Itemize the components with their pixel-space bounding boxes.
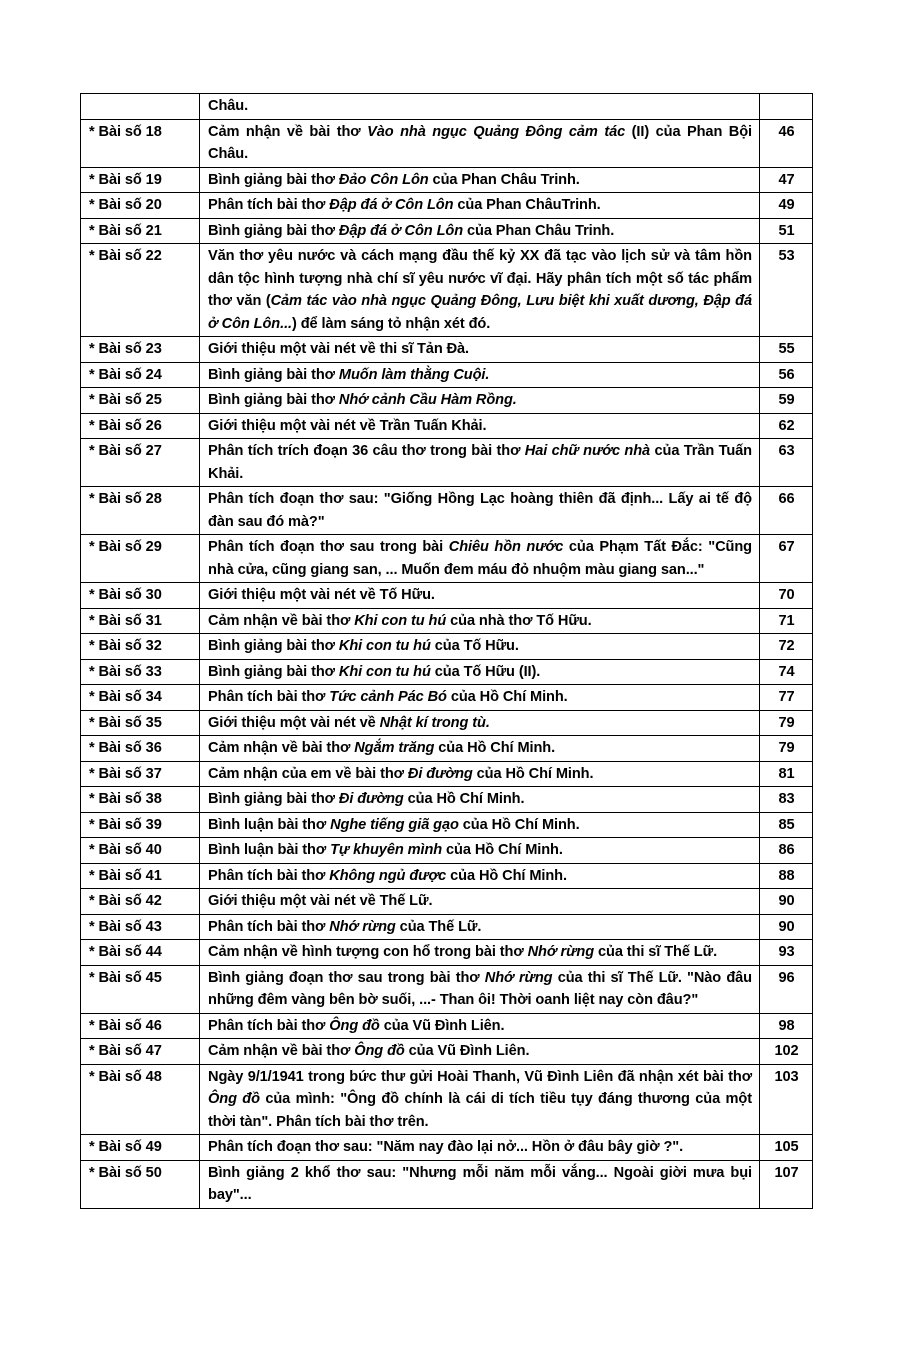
lesson-number: * Bài số 36 xyxy=(81,736,200,762)
toc-row xyxy=(81,608,813,634)
lesson-title xyxy=(200,244,760,337)
work-title: Vào nhà ngục Quảng Đông cảm tác xyxy=(367,123,626,140)
lesson-title xyxy=(200,1013,760,1039)
title-text: Bình luận bài thơ xyxy=(208,816,331,833)
page-number: 46 xyxy=(760,119,813,167)
lesson-number: * Bài số 20 xyxy=(81,193,200,219)
toc-row xyxy=(81,413,813,439)
lesson-number: * Bài số 25 xyxy=(81,388,200,414)
lesson-number: * Bài số 22 xyxy=(81,244,200,337)
toc-row xyxy=(81,736,813,762)
lesson-title xyxy=(200,413,760,439)
title-text: của Hồ Chí Minh. xyxy=(434,740,556,756)
lesson-number: * Bài số 35 xyxy=(81,710,200,736)
title-text: Bình giảng đoạn thơ sau trong bài thơ xyxy=(208,969,485,986)
title-text: của Hồ Chí Minh. xyxy=(442,842,563,858)
lesson-title xyxy=(200,388,760,414)
page-number: 83 xyxy=(760,787,813,813)
page-number: 51 xyxy=(760,218,813,244)
lesson-number: * Bài số 42 xyxy=(81,889,200,915)
title-text: của thi sĩ Thế Lữ. xyxy=(594,944,718,960)
lesson-title xyxy=(200,787,760,813)
toc-row xyxy=(81,634,813,660)
title-text: của Trần Tuấn Khải. xyxy=(208,443,752,482)
lesson-title xyxy=(200,94,760,120)
work-title: Nhớ rừng xyxy=(527,944,595,960)
title-text: Cảm nhận về bài thơ xyxy=(208,123,368,140)
title-text: Văn thơ yêu nước và cách mạng đầu thế kỷ XX đã tạc vào lịch sử và tâm hồn dân tộc hình tượng nhà chí sĩ yêu nước vĩ đại. Hãy phân tích một số tác phẩm thơ văn ( xyxy=(208,248,752,309)
lesson-number: * Bài số 37 xyxy=(81,761,200,787)
page-number: 86 xyxy=(760,838,813,864)
lesson-title xyxy=(200,940,760,966)
lesson-number: * Bài số 30 xyxy=(81,583,200,609)
work-title: Muốn làm thằng Cuội. xyxy=(338,366,490,383)
page-number: 85 xyxy=(760,812,813,838)
page-number: 81 xyxy=(760,761,813,787)
toc-row xyxy=(81,812,813,838)
title-text: Bình giảng 2 khổ thơ sau: "Nhưng mỗi năm mỗi vắng... Ngoài giời mưa bụi bay"... xyxy=(208,1164,752,1203)
lesson-title xyxy=(200,736,760,762)
title-text: Bình giảng bài thơ xyxy=(208,366,339,383)
lesson-number: * Bài số 38 xyxy=(81,787,200,813)
lesson-number: * Bài số 47 xyxy=(81,1039,200,1065)
toc-row xyxy=(81,787,813,813)
title-text: Phân tích trích đoạn 36 câu thơ trong bài thơ xyxy=(208,443,525,459)
toc-row xyxy=(81,940,813,966)
title-text: của Phạm Tất Đắc: "Cũng nhà cửa, cũng giang san, ... Muốn đem máu đỏ nhuộm màu giang san..." xyxy=(208,539,752,578)
lesson-number: * Bài số 40 xyxy=(81,838,200,864)
work-title: Tức cảnh Pác Bó xyxy=(329,689,447,705)
page-number: 88 xyxy=(760,863,813,889)
work-title: Không ngủ được xyxy=(329,867,447,884)
title-text: Bình luận bài thơ xyxy=(208,842,331,858)
page-number: 105 xyxy=(760,1135,813,1161)
lesson-title xyxy=(200,1039,760,1065)
work-title: Nhật kí trong tù. xyxy=(379,714,490,731)
lesson-number: * Bài số 48 xyxy=(81,1064,200,1135)
page-number: 62 xyxy=(760,413,813,439)
toc-row xyxy=(81,1135,813,1161)
lesson-title xyxy=(200,608,760,634)
title-text: Phân tích bài thơ xyxy=(208,689,330,705)
lesson-title xyxy=(200,439,760,487)
page-number: 71 xyxy=(760,608,813,634)
lesson-number: * Bài số 39 xyxy=(81,812,200,838)
toc-row xyxy=(81,1160,813,1208)
title-text: (II) của Phan Bội Châu. xyxy=(208,123,752,162)
lesson-number: * Bài số 19 xyxy=(81,167,200,193)
lesson-title xyxy=(200,218,760,244)
page-number: 70 xyxy=(760,583,813,609)
title-text: của Hồ Chí Minh. xyxy=(446,867,567,884)
lesson-title xyxy=(200,487,760,535)
lesson-number: * Bài số 24 xyxy=(81,362,200,388)
lesson-title xyxy=(200,362,760,388)
lesson-title xyxy=(200,812,760,838)
title-text: Cảm nhận về bài thơ xyxy=(208,1043,355,1059)
lesson-number xyxy=(81,94,200,120)
title-text: Phân tích bài thơ xyxy=(208,197,330,213)
lesson-number: * Bài số 18 xyxy=(81,119,200,167)
title-text: của Hồ Chí Minh. xyxy=(472,765,594,782)
page-number: 66 xyxy=(760,487,813,535)
lesson-title xyxy=(200,685,760,711)
lesson-number: * Bài số 26 xyxy=(81,413,200,439)
title-text: Cảm nhận về bài thơ xyxy=(208,740,355,756)
toc-row xyxy=(81,244,813,337)
lesson-number: * Bài số 45 xyxy=(81,965,200,1013)
title-text: của Phan Châu Trinh. xyxy=(428,171,580,188)
page-number: 55 xyxy=(760,337,813,363)
lesson-number: * Bài số 33 xyxy=(81,659,200,685)
page-number: 47 xyxy=(760,167,813,193)
lesson-number: * Bài số 31 xyxy=(81,608,200,634)
toc-row xyxy=(81,362,813,388)
toc-row xyxy=(81,193,813,219)
title-text: Ngày 9/1/1941 trong bức thư gửi Hoài Thanh, Vũ Đình Liên đã nhận xét bài thơ xyxy=(208,1068,752,1085)
work-title: Đi đường xyxy=(407,765,473,782)
toc-row xyxy=(81,863,813,889)
lesson-title xyxy=(200,914,760,940)
title-text: của Thế Lữ. xyxy=(395,918,482,935)
work-title: Đi đường xyxy=(338,791,404,807)
work-title: Khi con tu hú xyxy=(338,638,431,654)
page-number: 56 xyxy=(760,362,813,388)
lesson-number: * Bài số 29 xyxy=(81,535,200,583)
title-text: Phân tích bài thơ xyxy=(208,1017,330,1034)
page-number: 102 xyxy=(760,1039,813,1065)
lesson-number: * Bài số 32 xyxy=(81,634,200,660)
page-number: 103 xyxy=(760,1064,813,1135)
title-text: Giới thiệu một vài nét về Tố Hữu. xyxy=(208,587,435,603)
title-text: Bình giảng bài thơ xyxy=(208,663,339,680)
lesson-title xyxy=(200,965,760,1013)
title-text: Phân tích bài thơ xyxy=(208,867,330,884)
title-text: Bình giảng bài thơ xyxy=(208,791,339,807)
title-text: của Phan ChâuTrinh. xyxy=(453,197,601,213)
work-title: Nhớ rừng xyxy=(329,918,396,935)
page-number: 107 xyxy=(760,1160,813,1208)
lesson-title xyxy=(200,167,760,193)
work-title: Ông đồ xyxy=(329,1017,380,1034)
page-number: 79 xyxy=(760,710,813,736)
toc-row xyxy=(81,685,813,711)
work-title: Nghe tiếng giã gạo xyxy=(330,816,459,833)
page-number: 98 xyxy=(760,1013,813,1039)
lesson-title xyxy=(200,1135,760,1161)
lesson-title xyxy=(200,634,760,660)
lesson-number: * Bài số 28 xyxy=(81,487,200,535)
title-text: của Hồ Chí Minh. xyxy=(403,791,525,807)
page-number: 90 xyxy=(760,914,813,940)
toc-row xyxy=(81,167,813,193)
lesson-number: * Bài số 21 xyxy=(81,218,200,244)
lesson-number: * Bài số 50 xyxy=(81,1160,200,1208)
toc-row xyxy=(81,659,813,685)
toc-body xyxy=(81,94,813,1209)
title-text: của Vũ Đình Liên. xyxy=(404,1043,530,1059)
lesson-number: * Bài số 34 xyxy=(81,685,200,711)
toc-row xyxy=(81,1064,813,1135)
page-number: 67 xyxy=(760,535,813,583)
lesson-number: * Bài số 49 xyxy=(81,1135,200,1161)
title-text: Giới thiệu một vài nét về thi sĩ Tản Đà. xyxy=(208,341,470,357)
toc-row xyxy=(81,1039,813,1065)
page-number: 53 xyxy=(760,244,813,337)
title-text: Bình giảng bài thơ xyxy=(208,171,339,188)
page-number: 63 xyxy=(760,439,813,487)
title-text: ) để làm sáng tỏ nhận xét đó. xyxy=(291,315,491,332)
toc-row xyxy=(81,1013,813,1039)
work-title: Cảm tác vào nhà ngục Quảng Đông, Lưu biệt khi xuất dương, Đập đá ở Côn Lôn... xyxy=(208,293,752,332)
lesson-title xyxy=(200,761,760,787)
toc-row xyxy=(81,535,813,583)
toc-row xyxy=(81,583,813,609)
work-title: Ngắm trăng xyxy=(354,740,435,756)
title-text: Phân tích đoạn thơ sau: "Giống Hồng Lạc hoàng thiên đã định... Lấy ai tế độ đàn sau đó mà?" xyxy=(208,491,752,530)
title-text: Cảm nhận về hình tượng con hổ trong bài thơ xyxy=(208,944,528,960)
lesson-number: * Bài số 46 xyxy=(81,1013,200,1039)
title-text: Phân tích đoạn thơ sau trong bài xyxy=(208,539,449,555)
toc-row xyxy=(81,487,813,535)
work-title: Tự khuyên mình xyxy=(330,842,443,858)
work-title: Đập đá ở Côn Lôn xyxy=(329,197,454,213)
work-title: Đập đá ở Côn Lôn xyxy=(338,222,464,239)
lesson-number: * Bài số 43 xyxy=(81,914,200,940)
page-number: 77 xyxy=(760,685,813,711)
page-number: 90 xyxy=(760,889,813,915)
toc-row xyxy=(81,388,813,414)
title-text: của nhà thơ Tố Hữu. xyxy=(446,612,592,629)
title-text: của Tố Hữu. xyxy=(430,638,519,654)
page-number: 79 xyxy=(760,736,813,762)
title-text: của Tố Hữu (II). xyxy=(430,663,541,680)
title-text: Phân tích đoạn thơ sau: "Năm nay đào lại nở... Hồn ở đâu bây giờ ?". xyxy=(208,1139,684,1155)
work-title: Ông đồ xyxy=(208,1091,260,1107)
work-title: Hai chữ nước nhà xyxy=(524,443,651,459)
title-text: Bình giảng bài thơ xyxy=(208,222,339,239)
lesson-title xyxy=(200,889,760,915)
toc-row xyxy=(81,965,813,1013)
toc-row xyxy=(81,710,813,736)
toc-row xyxy=(81,838,813,864)
work-title: Nhớ rừng xyxy=(484,969,553,986)
title-text: Cảm nhận của em về bài thơ xyxy=(208,765,408,782)
page-number: 93 xyxy=(760,940,813,966)
lesson-number: * Bài số 41 xyxy=(81,863,200,889)
toc-row xyxy=(81,761,813,787)
title-text: của thi sĩ Thế Lữ. "Nào đâu những đêm vàng bên bờ suối, ...- Than ôi! Thời oanh liệt nay còn đâu?" xyxy=(208,969,752,1008)
lesson-title xyxy=(200,535,760,583)
lesson-title xyxy=(200,119,760,167)
title-text: Châu. xyxy=(208,98,249,114)
page-number: 49 xyxy=(760,193,813,219)
work-title: Khi con tu hú xyxy=(354,612,447,629)
lesson-title xyxy=(200,1160,760,1208)
toc-row xyxy=(81,337,813,363)
title-text: Bình giảng bài thơ xyxy=(208,638,339,654)
table-of-contents xyxy=(80,93,813,1209)
toc-row xyxy=(81,218,813,244)
title-text: của Vũ Đình Liên. xyxy=(379,1017,505,1034)
toc-row xyxy=(81,94,813,120)
toc-row xyxy=(81,119,813,167)
title-text: Giới thiệu một vài nét về Thế Lữ. xyxy=(208,893,433,909)
title-text: Giới thiệu một vài nét về Trần Tuấn Khải. xyxy=(208,417,487,434)
page-number: 59 xyxy=(760,388,813,414)
lesson-title xyxy=(200,583,760,609)
lesson-title xyxy=(200,193,760,219)
title-text: của Phan Châu Trinh. xyxy=(463,222,615,239)
lesson-title xyxy=(200,1064,760,1135)
toc-row xyxy=(81,439,813,487)
toc-row xyxy=(81,914,813,940)
title-text: của Hồ Chí Minh. xyxy=(446,689,568,705)
title-text: Bình giảng bài thơ xyxy=(208,392,339,408)
title-text: Giới thiệu một vài nét về xyxy=(208,714,380,731)
lesson-title xyxy=(200,838,760,864)
lesson-number: * Bài số 44 xyxy=(81,940,200,966)
page-number: 96 xyxy=(760,965,813,1013)
work-title: Chiêu hồn nước xyxy=(448,539,564,555)
work-title: Đảo Côn Lôn xyxy=(338,171,429,188)
lesson-title xyxy=(200,710,760,736)
work-title: Ông đồ xyxy=(354,1043,405,1059)
title-text: Phân tích bài thơ xyxy=(208,918,330,935)
title-text: của mình: "Ông đồ chính là cái di tích tiều tụy đáng thương của một thời tàn". Phân tích bài thơ trên. xyxy=(208,1091,752,1130)
title-text: của Hồ Chí Minh. xyxy=(458,816,580,833)
lesson-title xyxy=(200,337,760,363)
work-title: Nhớ cảnh Cầu Hàm Rồng. xyxy=(338,392,517,408)
work-title: Khi con tu hú xyxy=(338,663,431,680)
toc-row xyxy=(81,889,813,915)
lesson-number: * Bài số 27 xyxy=(81,439,200,487)
page-number: 74 xyxy=(760,659,813,685)
lesson-number: * Bài số 23 xyxy=(81,337,200,363)
page-number: 72 xyxy=(760,634,813,660)
lesson-title xyxy=(200,863,760,889)
page-number xyxy=(760,94,813,120)
lesson-title xyxy=(200,659,760,685)
title-text: Cảm nhận về bài thơ xyxy=(208,612,355,629)
